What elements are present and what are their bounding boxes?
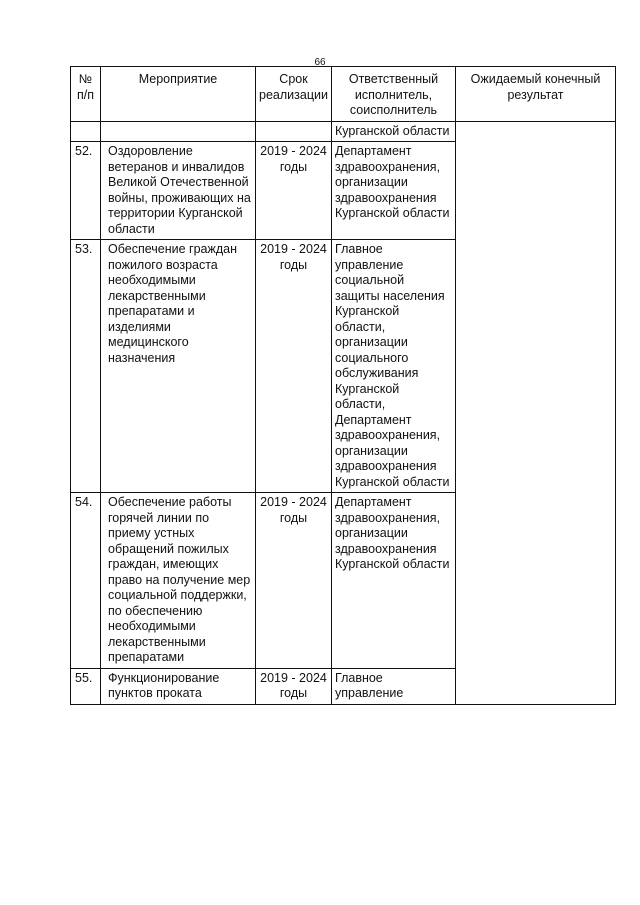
cell-term: 2019 - 2024 годы xyxy=(256,493,332,669)
table-header-row xyxy=(71,67,616,122)
header-result: Ожидаемый конечный результат xyxy=(456,67,616,122)
cell-result-merged xyxy=(456,121,616,704)
header-event: Мероприятие xyxy=(101,67,256,122)
cell-term: 2019 - 2024 годы xyxy=(256,240,332,493)
measures-table xyxy=(70,66,616,705)
cell-event: Обеспечение граждан пожилого возраста необходимыми лекарственными препаратами и изделиями медицинского назначения xyxy=(101,240,256,493)
cell-event: Функционирование пунктов проката xyxy=(101,668,256,704)
cell-num: 55. xyxy=(71,668,101,704)
cell-event: Оздоровление ветеранов и инвалидов Великой Отечественной войны, проживающих на территории Курганской области xyxy=(101,142,256,240)
cell-responsible: Главное управление xyxy=(332,668,456,704)
cell-term: 2019 - 2024 годы xyxy=(256,668,332,704)
cell-responsible-continuation: Курганской области xyxy=(332,121,456,142)
header-term: Срок реализации xyxy=(256,67,332,122)
cell-responsible: Департамент здравоохранения, организации здравоохранения Курганской области xyxy=(332,493,456,669)
cell-responsible: Главное управление социальной защиты населения Курганской области, организации социального обслуживания Курганской области, Департамент здравоохранения, организации здравоохранения Курганской области xyxy=(332,240,456,493)
cell-event: Обеспечение работы горячей линии по приему устных обращений пожилых граждан, имеющих право на получение мер социальной поддержки, по обеспечению необходимыми лекарственными препаратами xyxy=(101,493,256,669)
cell-responsible: Департамент здравоохранения, организации здравоохранения Курганской области xyxy=(332,142,456,240)
table-row-continuation xyxy=(71,121,616,142)
cell-num: 53. xyxy=(71,240,101,493)
cell-event-empty xyxy=(101,121,256,142)
header-num: № п/п xyxy=(71,67,101,122)
cell-term-empty xyxy=(256,121,332,142)
header-responsible: Ответственный исполнитель, соисполнитель xyxy=(332,67,456,122)
page-number: 66 xyxy=(314,57,326,68)
cell-num: 54. xyxy=(71,493,101,669)
cell-term: 2019 - 2024 годы xyxy=(256,142,332,240)
cell-num-empty xyxy=(71,121,101,142)
cell-num: 52. xyxy=(71,142,101,240)
